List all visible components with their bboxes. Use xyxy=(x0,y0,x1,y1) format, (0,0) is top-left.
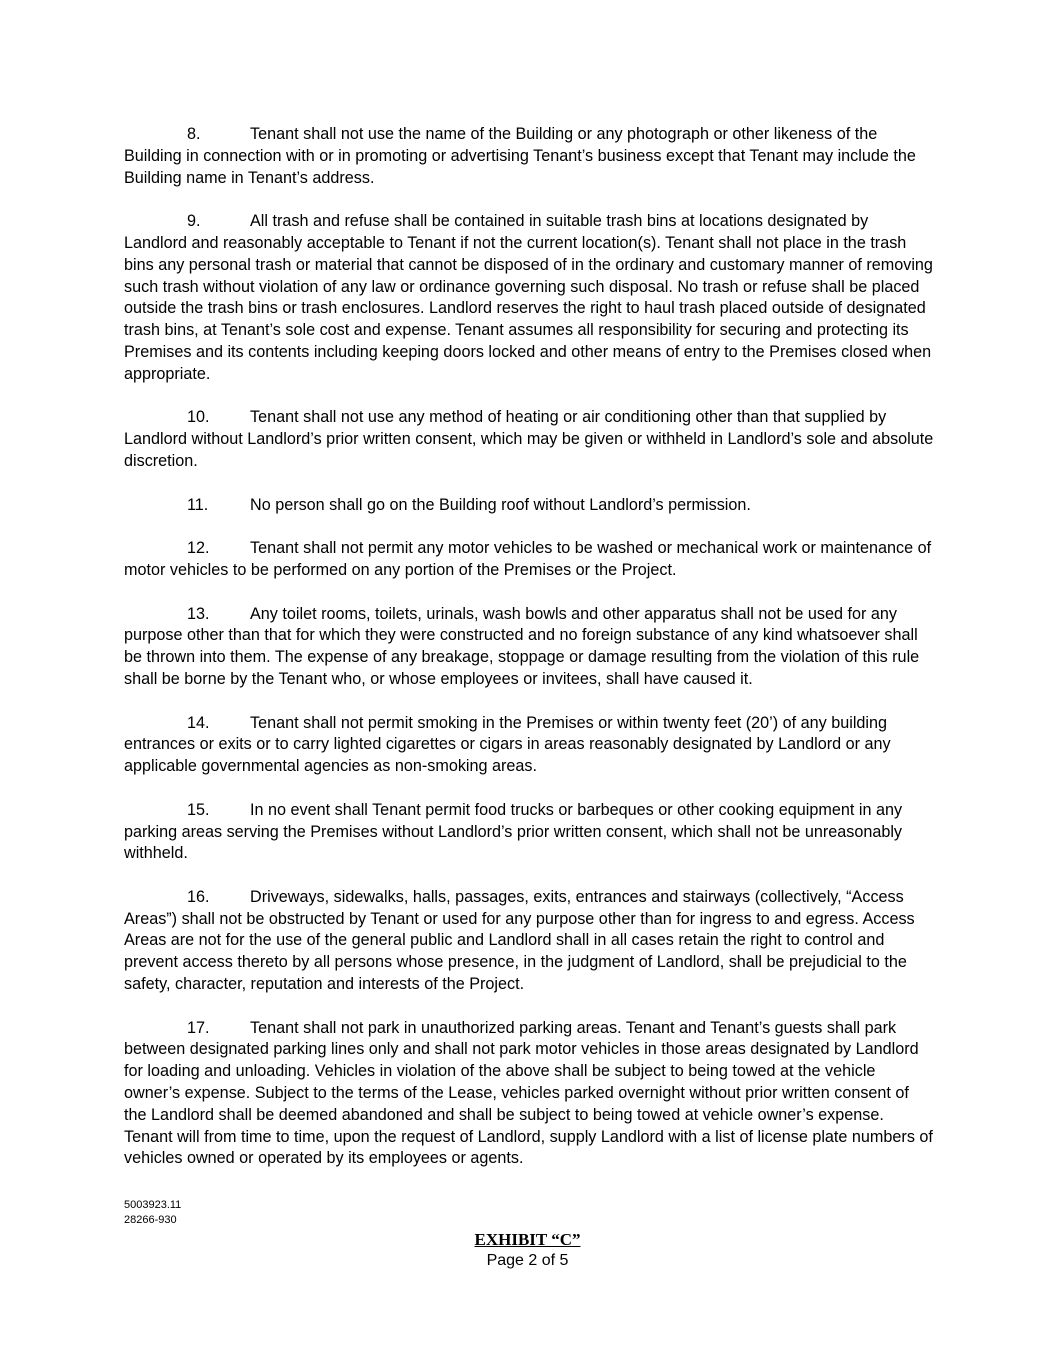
rule-text: Tenant shall not park in unauthorized parking areas. Tenant and Tenant’s guests shall park between designated parking lines only and shall not park motor vehicles in those areas designated by Landlord for loading and unloading. Vehicles in violation of the above shall be subject to being towed at the vehicle owner’s expense. Subject to the terms of the Lease, vehicles parked overnight without prior written consent of the Landlord shall be deemed abandoned and shall be subject to being towed at vehicle owner’s expense. Tenant will from time to time, upon the request of Landlord, supply Landlord with a list of license plate numbers of vehicles owned or operated by its employees or agents. xyxy=(124,1018,933,1168)
rule-number: 13. xyxy=(187,604,210,623)
rule-text: Tenant shall not use the name of the Building or any photograph or other likeness of the Building in connection with or in promoting or advertising Tenant’s business except that Tenant may include the Building name in Tenant’s address. xyxy=(124,125,916,187)
doc-id: 5003923.11 xyxy=(124,1199,182,1211)
rule-number: 11. xyxy=(187,495,209,514)
rule-number: 17. xyxy=(187,1018,210,1037)
rule-number: 10. xyxy=(187,408,210,427)
document-identifiers xyxy=(124,1198,181,1228)
rule-paragraph xyxy=(124,211,934,385)
rule-text: No person shall go on the Building roof without Landlord’s permission. xyxy=(250,495,751,514)
rule-number: 9. xyxy=(187,212,201,231)
rule-paragraph xyxy=(124,800,934,865)
matter-id: 28266-930 xyxy=(124,1214,177,1226)
rule-paragraph xyxy=(124,124,934,189)
rule-paragraph xyxy=(124,538,934,582)
rule-text: Driveways, sidewalks, halls, passages, exits, entrances and stairways (collectively, “Access Areas”) shall not be obstructed by Tenant or used for any purpose other than for ingress to and egress. Access Areas are not for the use of the general public and Landlord shall in all cases retain the right to control and prevent access thereto by all persons whose presence, in the judgment of Landlord, shall be prejudicial to the safety, character, reputation and interests of the Project. xyxy=(124,887,915,994)
rule-text: In no event shall Tenant permit food trucks or barbeques or other cooking equipment in any parking areas serving the Premises without Landlord’s prior written consent, which shall not be unreasonably withheld. xyxy=(124,800,903,863)
rule-number: 12. xyxy=(187,539,210,558)
rule-paragraph xyxy=(124,713,934,778)
rule-number: 16. xyxy=(187,887,210,906)
rule-text: Tenant shall not permit smoking in the Premises or within twenty feet (20’) of any building entrances or exits or to carry lighted cigarettes or cigars in areas reasonably designated by Landlord or any applicable governmental agencies as non-smoking areas. xyxy=(124,713,891,776)
rule-number: 14. xyxy=(187,713,210,732)
page-number: Page 2 of 5 xyxy=(486,1252,569,1269)
rule-paragraph xyxy=(124,1018,934,1171)
rule-paragraph xyxy=(124,887,934,996)
rule-text: Any toilet rooms, toilets, urinals, wash bowls and other apparatus shall not be used for any purpose other than that for which they were constructed and no foreign substance of any kind whatsoever shall be thrown into them. The expense of any breakage, stoppage or damage resulting from the violation of this rule shall be borne by the Tenant who, or whose employees or invitees, shall have caused it. xyxy=(124,604,920,688)
rules-list xyxy=(124,124,934,1192)
rule-text: All trash and refuse shall be contained in suitable trash bins at locations designated by Landlord and reasonably acceptable to Tenant if not the current location(s). Tenant shall not place in the trash bins any personal trash or material that cannot be disposed of in the ordinary and customary manner of removing such trash without violation of any law or ordinance governing such disposal. No trash or refuse shall be placed outside the trash bins or trash enclosures. Landlord reserves the right to haul trash placed outside of designated trash bins, at Tenant’s sole cost and expense. Tenant assumes all responsibility for securing and protecting its Premises and its contents including keeping doors locked and other means of entry to the Premises closed when appropriate. xyxy=(124,212,933,383)
rule-paragraph xyxy=(124,407,934,472)
rule-paragraph xyxy=(124,495,934,517)
rule-number: 15. xyxy=(187,800,210,819)
rule-text: Tenant shall not use any method of heating or air conditioning other than that supplied by Landlord without Landlord’s prior written consent, which may be given or withheld in Landlord’s sole and absolute discretion. xyxy=(124,408,934,470)
rule-text: Tenant shall not permit any motor vehicles to be washed or mechanical work or maintenance of motor vehicles to be performed on any portion of the Premises or the Project. xyxy=(124,539,932,579)
rule-number: 8. xyxy=(187,125,201,143)
exhibit-label: EXHIBIT “C” xyxy=(474,1230,581,1249)
rule-paragraph xyxy=(124,604,934,691)
